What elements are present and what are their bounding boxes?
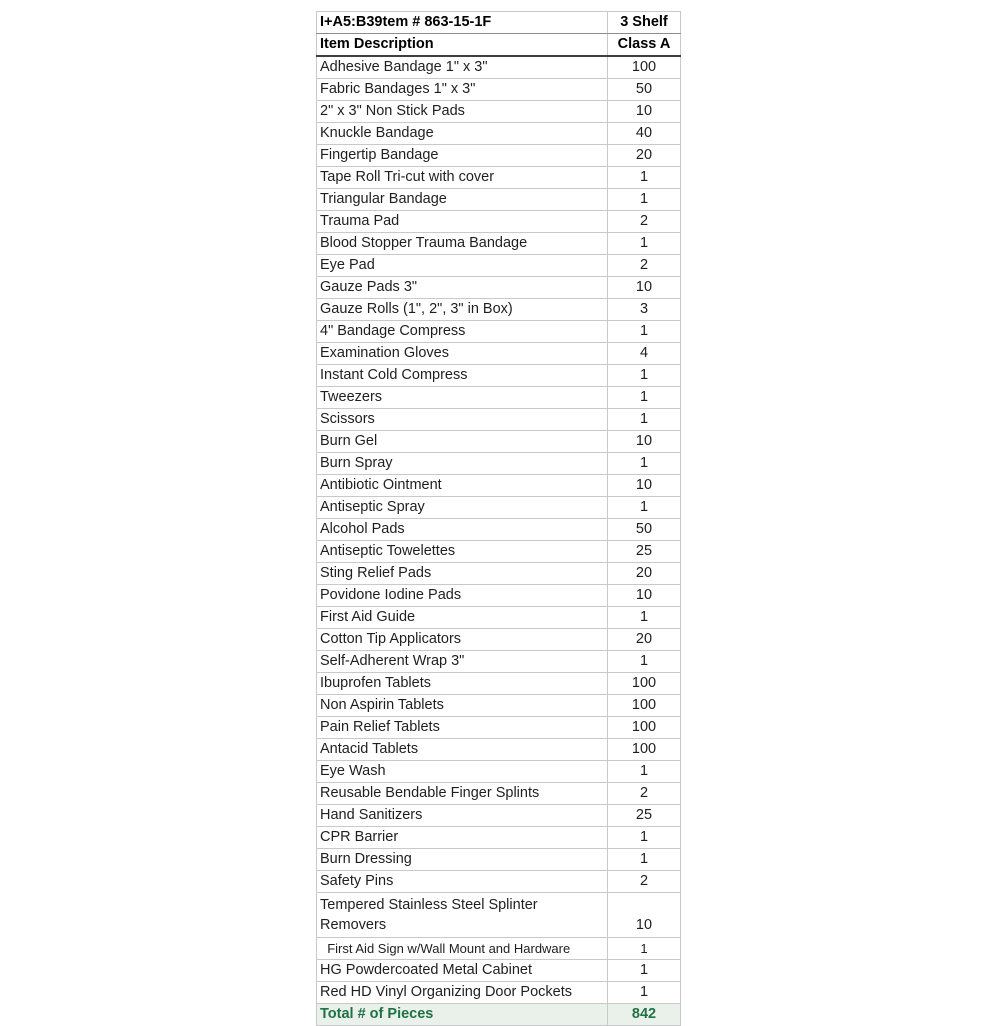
table-row xyxy=(317,101,681,123)
item-desc-cell: Eye Wash xyxy=(317,761,608,783)
item-qty-cell: 1 xyxy=(608,497,681,519)
table-row xyxy=(317,717,681,739)
item-qty-cell: 1 xyxy=(608,365,681,387)
item-desc-cell: Tweezers xyxy=(317,387,608,409)
item-desc-cell: Sting Relief Pads xyxy=(317,563,608,585)
table-row xyxy=(317,56,681,79)
item-qty-cell: 50 xyxy=(608,519,681,541)
item-desc-cell: Eye Pad xyxy=(317,255,608,277)
item-desc-cell: HG Powdercoated Metal Cabinet xyxy=(317,960,608,982)
table-row xyxy=(317,475,681,497)
table-row xyxy=(317,982,681,1004)
total-label-cell: Total # of Pieces xyxy=(317,1004,608,1026)
item-qty-cell: 25 xyxy=(608,805,681,827)
shelf-cell: 3 Shelf xyxy=(608,12,681,34)
table-row xyxy=(317,849,681,871)
description-header-cell: Item Description xyxy=(317,34,608,57)
item-qty-cell: 100 xyxy=(608,56,681,79)
table-row xyxy=(317,629,681,651)
item-qty-cell: 10 xyxy=(608,585,681,607)
title-row xyxy=(317,12,681,34)
item-qty-cell: 20 xyxy=(608,629,681,651)
item-qty-cell: 40 xyxy=(608,123,681,145)
item-qty-cell: 2 xyxy=(608,871,681,893)
item-desc-cell: Gauze Pads 3" xyxy=(317,277,608,299)
table-row xyxy=(317,497,681,519)
table-row xyxy=(317,277,681,299)
item-qty-cell: 1 xyxy=(608,761,681,783)
item-desc-cell: Non Aspirin Tablets xyxy=(317,695,608,717)
item-desc-cell: Gauze Rolls (1", 2", 3" in Box) xyxy=(317,299,608,321)
table-row xyxy=(317,233,681,255)
item-desc-cell: Trauma Pad xyxy=(317,211,608,233)
table-row xyxy=(317,189,681,211)
item-qty-cell: 1 xyxy=(608,453,681,475)
table-row xyxy=(317,783,681,805)
item-desc-cell: Knuckle Bandage xyxy=(317,123,608,145)
item-qty-cell: 1 xyxy=(608,233,681,255)
item-desc-cell: Burn Gel xyxy=(317,431,608,453)
item-qty-cell: 10 xyxy=(608,893,681,938)
item-desc-cell: Tape Roll Tri-cut with cover xyxy=(317,167,608,189)
item-desc-cell: Tempered Stainless Steel Splinter Removers xyxy=(317,893,608,938)
item-desc-cell: Safety Pins xyxy=(317,871,608,893)
item-desc-cell: Adhesive Bandage 1" x 3" xyxy=(317,56,608,79)
item-desc-cell: Blood Stopper Trauma Bandage xyxy=(317,233,608,255)
item-desc-cell: Povidone Iodine Pads xyxy=(317,585,608,607)
table-row xyxy=(317,960,681,982)
table-row xyxy=(317,695,681,717)
item-qty-cell: 1 xyxy=(608,938,681,960)
table-row xyxy=(317,893,681,938)
item-qty-cell: 1 xyxy=(608,849,681,871)
item-qty-cell: 100 xyxy=(608,695,681,717)
item-qty-cell: 1 xyxy=(608,982,681,1004)
item-desc-cell: Burn Spray xyxy=(317,453,608,475)
table-row xyxy=(317,123,681,145)
inventory-table xyxy=(316,11,681,1026)
table-row xyxy=(317,321,681,343)
item-desc-cell: Antibiotic Ointment xyxy=(317,475,608,497)
table-row xyxy=(317,167,681,189)
total-value-cell: 842 xyxy=(608,1004,681,1026)
table-row xyxy=(317,387,681,409)
table-row xyxy=(317,409,681,431)
item-desc-cell: First Aid Guide xyxy=(317,607,608,629)
item-qty-cell: 3 xyxy=(608,299,681,321)
item-desc-cell: Antiseptic Towelettes xyxy=(317,541,608,563)
table-row xyxy=(317,651,681,673)
item-qty-cell: 1 xyxy=(608,189,681,211)
table-row xyxy=(317,519,681,541)
item-desc-cell: Antiseptic Spray xyxy=(317,497,608,519)
item-desc-cell: Pain Relief Tablets xyxy=(317,717,608,739)
item-desc-cell: Self-Adherent Wrap 3" xyxy=(317,651,608,673)
item-desc-cell: Scissors xyxy=(317,409,608,431)
table-row xyxy=(317,827,681,849)
item-qty-cell: 10 xyxy=(608,101,681,123)
item-qty-cell: 10 xyxy=(608,475,681,497)
item-qty-cell: 50 xyxy=(608,79,681,101)
item-qty-cell: 20 xyxy=(608,145,681,167)
item-qty-cell: 25 xyxy=(608,541,681,563)
item-qty-cell: 10 xyxy=(608,277,681,299)
table-row xyxy=(317,299,681,321)
item-qty-cell: 1 xyxy=(608,167,681,189)
item-qty-cell: 2 xyxy=(608,255,681,277)
item-qty-cell: 1 xyxy=(608,607,681,629)
table-row xyxy=(317,761,681,783)
table-row xyxy=(317,871,681,893)
item-qty-cell: 100 xyxy=(608,673,681,695)
items-body xyxy=(317,56,681,1004)
item-qty-cell: 100 xyxy=(608,739,681,761)
table-row xyxy=(317,805,681,827)
item-desc-cell: Red HD Vinyl Organizing Door Pockets xyxy=(317,982,608,1004)
table-row xyxy=(317,541,681,563)
table-row xyxy=(317,211,681,233)
item-qty-cell: 4 xyxy=(608,343,681,365)
item-desc-cell: Instant Cold Compress xyxy=(317,365,608,387)
total-row xyxy=(317,1004,681,1026)
table-row xyxy=(317,255,681,277)
item-qty-cell: 1 xyxy=(608,960,681,982)
table-row xyxy=(317,79,681,101)
table-row xyxy=(317,585,681,607)
class-header-cell: Class A xyxy=(608,34,681,57)
item-desc-cell: Fabric Bandages 1" x 3" xyxy=(317,79,608,101)
item-desc-cell: Alcohol Pads xyxy=(317,519,608,541)
item-qty-cell: 10 xyxy=(608,431,681,453)
item-desc-cell: Examination Gloves xyxy=(317,343,608,365)
item-desc-cell: Triangular Bandage xyxy=(317,189,608,211)
item-qty-cell: 1 xyxy=(608,409,681,431)
table-row xyxy=(317,343,681,365)
item-desc-cell: 2" x 3" Non Stick Pads xyxy=(317,101,608,123)
item-desc-cell: Burn Dressing xyxy=(317,849,608,871)
table-row xyxy=(317,938,681,960)
item-qty-cell: 1 xyxy=(608,827,681,849)
table-row xyxy=(317,145,681,167)
item-desc-cell: Fingertip Bandage xyxy=(317,145,608,167)
table-row xyxy=(317,365,681,387)
item-desc-cell: First Aid Sign w/Wall Mount and Hardware xyxy=(317,938,608,960)
item-qty-cell: 20 xyxy=(608,563,681,585)
item-qty-cell: 2 xyxy=(608,211,681,233)
item-desc-cell: Reusable Bendable Finger Splints xyxy=(317,783,608,805)
item-qty-cell: 1 xyxy=(608,387,681,409)
item-desc-cell: Hand Sanitizers xyxy=(317,805,608,827)
table-row xyxy=(317,453,681,475)
table-row xyxy=(317,563,681,585)
item-qty-cell: 100 xyxy=(608,717,681,739)
item-desc-cell: Ibuprofen Tablets xyxy=(317,673,608,695)
item-desc-cell: Antacid Tablets xyxy=(317,739,608,761)
table-row xyxy=(317,739,681,761)
item-qty-cell: 2 xyxy=(608,783,681,805)
item-qty-cell: 1 xyxy=(608,321,681,343)
item-desc-cell: Cotton Tip Applicators xyxy=(317,629,608,651)
table-row xyxy=(317,431,681,453)
item-desc-cell: 4" Bandage Compress xyxy=(317,321,608,343)
item-qty-cell: 1 xyxy=(608,651,681,673)
item-desc-cell: CPR Barrier xyxy=(317,827,608,849)
table-row xyxy=(317,673,681,695)
column-header-row xyxy=(317,34,681,57)
table-row xyxy=(317,607,681,629)
item-number-cell: I+A5:B39tem # 863-15-1F xyxy=(317,12,608,34)
